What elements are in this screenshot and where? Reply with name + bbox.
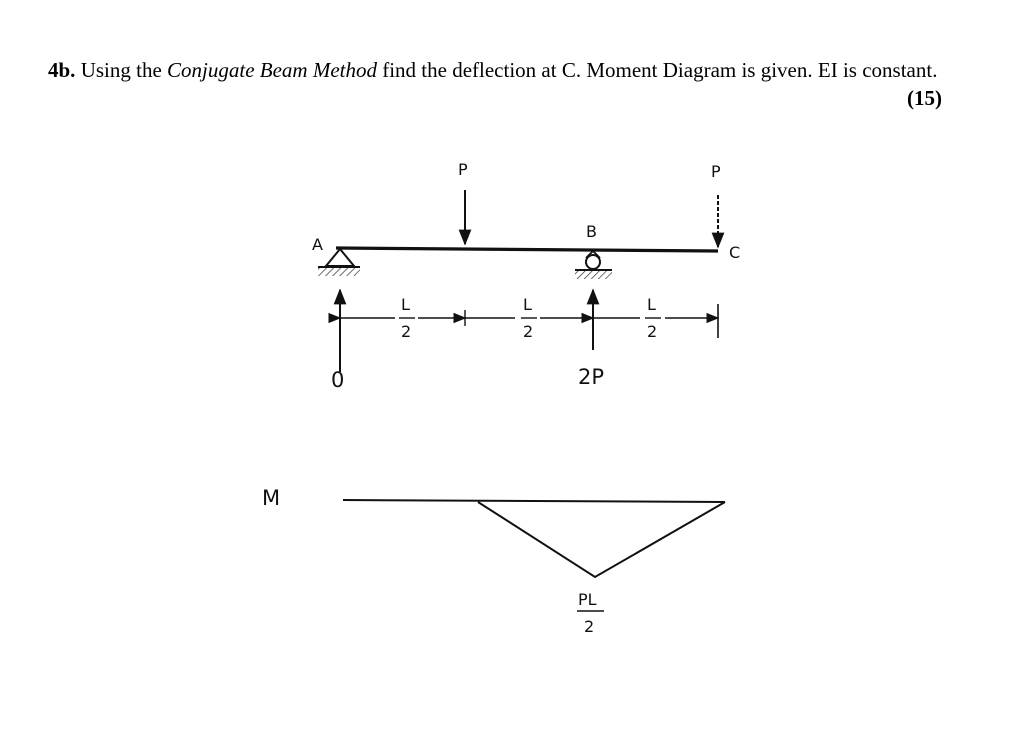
svg-text:2: 2 [401, 322, 412, 341]
pin-support-a [318, 249, 360, 276]
label-c: C [729, 243, 741, 262]
svg-text:L: L [647, 295, 656, 314]
dim-label-2 [521, 295, 537, 341]
svg-text:L: L [523, 295, 532, 314]
problem-number: 4b. [48, 58, 76, 82]
beam [336, 248, 718, 251]
load-mid-label: P [458, 160, 468, 179]
reaction-a-value: 0 [331, 368, 345, 392]
svg-text:PL: PL [578, 590, 597, 609]
problem-intro: Using the [75, 58, 168, 82]
dim-label-3 [645, 295, 661, 341]
moment-peak-label [577, 590, 604, 636]
svg-text:2: 2 [584, 617, 595, 636]
svg-text:2: 2 [647, 322, 658, 341]
moment-curve [478, 502, 725, 577]
svg-text:L: L [401, 295, 410, 314]
load-end-label: P [711, 162, 721, 181]
problem-points: (15) [907, 86, 942, 110]
moment-baseline [343, 500, 725, 502]
svg-text:2: 2 [523, 322, 534, 341]
moment-label: M [262, 486, 281, 510]
reaction-b-value: 2P [578, 365, 605, 389]
label-b: B [586, 222, 597, 241]
label-a: A [312, 235, 323, 254]
roller-support-b [575, 251, 612, 279]
problem-method: Conjugate Beam Method [167, 58, 377, 82]
dim-label-1 [399, 295, 415, 341]
problem-text: find the deflection at C. Moment Diagram is given. EI is constant. [376, 58, 938, 82]
